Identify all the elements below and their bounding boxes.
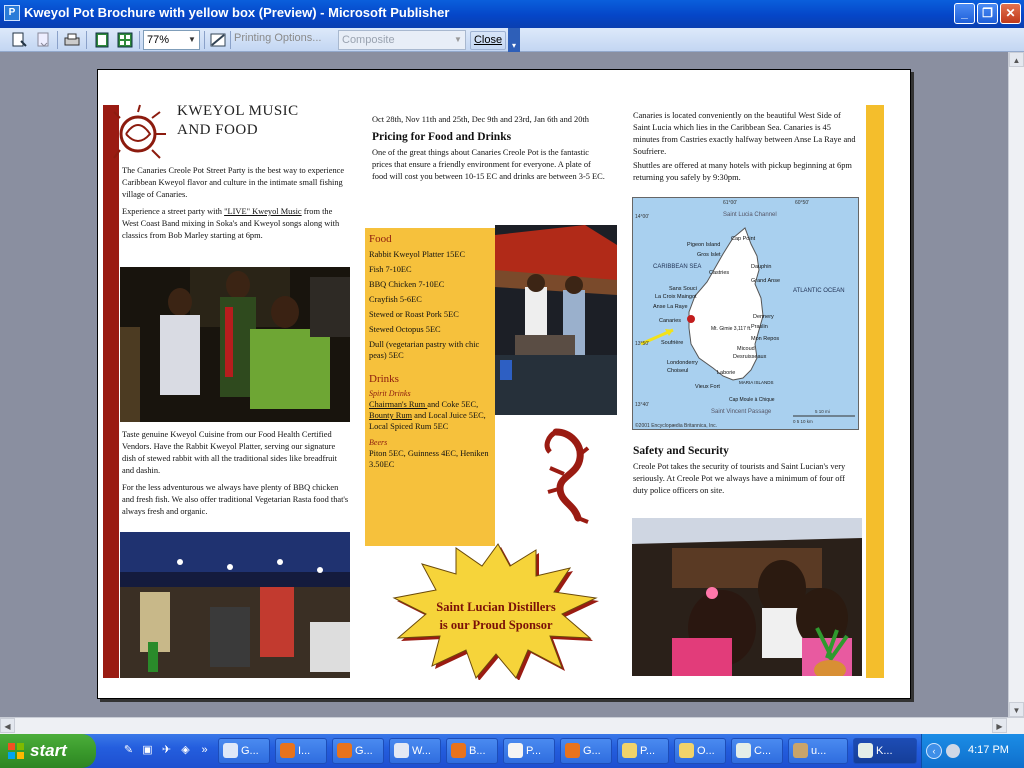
firefox-icon <box>337 743 352 758</box>
scroll-up-icon[interactable]: ▲ <box>1009 52 1024 67</box>
music-heading <box>177 102 299 140</box>
red-accent-bar <box>103 105 119 678</box>
food-item: Rabbit Kweyol Platter 15EC <box>369 250 466 259</box>
quick-launch-icon[interactable]: ▣ <box>142 744 153 756</box>
map-place: Laborie <box>717 370 736 376</box>
sponsor-line1: Saint Lucian Distillers <box>436 600 556 614</box>
cuisine-paragraph: Taste genuine Kweyol Cuisine from our Food Health Certified Vendors. Have the Rabbit Kweyol Platter, serving our signature dish of stewed rabbit with all the traditional sides like breadfruit and dashin. <box>122 430 337 475</box>
horizontal-scrollbar[interactable] <box>0 717 1024 734</box>
media-player-icon <box>394 743 409 758</box>
sun-swirl-logo-icon <box>104 104 168 162</box>
minimize-button[interactable]: _ <box>954 3 975 24</box>
pricing-heading: Pricing for Food and Drinks <box>372 131 512 143</box>
scroll-right-icon[interactable]: ▶ <box>992 718 1007 733</box>
map-lon-label: 61°00' <box>723 200 738 206</box>
map-place: Sans Souci <box>669 286 697 292</box>
taskbar-item[interactable]: G... <box>560 738 612 764</box>
food-item: Dull (vegetarian pastry with chic peas) 5EC <box>369 340 480 360</box>
one-page-icon[interactable] <box>93 31 111 49</box>
food-item: Stewed or Roast Pork 5EC <box>369 310 459 319</box>
yellow-accent-bar <box>866 105 884 678</box>
composite-select[interactable] <box>338 30 466 50</box>
live-music-link[interactable]: "LIVE" Kweyol Music <box>224 207 302 216</box>
map-place: Vieux Fort <box>695 384 720 390</box>
music-paragraph: Experience a street party with "LIVE" Kweyol Music from the West Coast Band mixing in Soka's and Kweyol songs along with classics from Bob Marley starting at 6pm. <box>122 207 340 240</box>
spirit-drinks-heading: Spirit Drinks <box>369 389 411 398</box>
map-place: Pigeon Island <box>687 242 721 248</box>
chairmans-rum-link[interactable]: Chairman's Rum <box>369 400 428 409</box>
shuttle-paragraph: Shuttles are offered at many hotels with pickup beginning at 6pm returning you safely by 9:30pm. <box>633 161 852 182</box>
music-heading-line2: AND FOOD <box>177 122 259 138</box>
map-place: Choiseul <box>667 368 689 374</box>
column-3-text <box>633 110 859 189</box>
safety-heading: Safety and Security <box>633 445 729 457</box>
map-place: Cap Moule à Chique <box>729 397 775 403</box>
taskbar-item[interactable]: P... <box>503 738 555 764</box>
gecko-icon <box>520 426 592 526</box>
map-place: Desruisseaux <box>733 354 767 360</box>
beers-list: Piton 5EC, Guinness 4EC, Heniken 3.50EC <box>369 449 489 469</box>
firefox-icon <box>451 743 466 758</box>
column-2-text <box>372 114 608 188</box>
chat-icon <box>223 743 238 758</box>
system-tray <box>921 734 1024 768</box>
scroll-down-icon[interactable]: ▼ <box>1009 702 1024 717</box>
window-title: Kweyol Pot Brochure with yellow box (Preview) - Microsoft Publisher <box>24 5 450 20</box>
bounty-rum-link[interactable]: Bounty Rum <box>369 411 413 420</box>
map-place: Dennery <box>753 314 774 320</box>
map-scale-km: 0 5 10 km <box>793 419 813 424</box>
quick-launch-icon[interactable]: ◈ <box>181 744 190 756</box>
column-1-text-lower <box>122 429 350 523</box>
taskbar-item-active[interactable]: K... <box>853 738 917 764</box>
taskbar-item[interactable]: B... <box>446 738 498 764</box>
start-button[interactable] <box>0 734 96 768</box>
close-preview-button[interactable]: Close <box>470 31 506 50</box>
firefox-icon <box>280 743 295 758</box>
beers-heading: Beers <box>369 438 388 447</box>
map-label-ocean: ATLANTIC OCEAN <box>793 288 845 294</box>
location-paragraph: Canaries is located conveniently on the beautiful West Side of Saint Lucia which lies in the Caribbean Sea. Canaries is 45 minutes from Castries exactly halfway between Anse La Raye and Soufriere. <box>633 111 856 156</box>
chevron-down-icon[interactable]: ▼ <box>454 35 462 44</box>
taskbar-item[interactable]: P... <box>617 738 669 764</box>
food-menu-box <box>365 228 495 546</box>
scroll-left-icon[interactable]: ◀ <box>0 718 15 733</box>
quick-launch-icon[interactable]: ✎ <box>123 744 134 756</box>
map-place: MARIA ISLANDS <box>739 380 774 385</box>
column-1-text <box>122 165 350 247</box>
app-icon <box>793 743 808 758</box>
map-lat-label: 14°00' <box>635 214 650 220</box>
network-icon[interactable] <box>946 744 960 758</box>
taskbar <box>0 734 1024 768</box>
sponsor-line2: is our Proud Sponsor <box>439 618 553 632</box>
pricing-paragraph: One of the great things about Canaries Creole Pot is the fantastic prices that ensure a friendly environment for everyone. A plate of food will cost you between 10-15 EC and drinks are between 3-5 EC. <box>372 148 605 181</box>
map-place: Dauphin <box>751 264 772 270</box>
safety-paragraph: Creole Pot takes the security of tourists and Saint Lucian's very seriously. At Creole Pot we always have a minimum of four off duty police officers on site. <box>633 462 846 495</box>
safety-section <box>633 440 859 502</box>
taskbar-item[interactable]: I... <box>275 738 327 764</box>
map-place: Mon Repos <box>751 336 780 342</box>
sponsor-starburst <box>390 540 602 680</box>
restore-button[interactable]: ❐ <box>977 3 998 24</box>
chevron-down-icon[interactable]: ▼ <box>188 35 196 44</box>
music-heading-line1: KWEYOL MUSIC <box>177 103 299 119</box>
map-place: Gros Islet <box>697 252 721 258</box>
vertical-scrollbar[interactable] <box>1008 52 1024 717</box>
start-label: start <box>30 741 67 760</box>
taskbar-item[interactable]: G... <box>332 738 384 764</box>
food-item: Stewed Octopus 5EC <box>369 325 441 334</box>
publisher-app-icon[interactable]: P <box>4 5 20 21</box>
zoom-value: 77% <box>147 34 170 46</box>
map-place: Londonderry <box>667 360 698 366</box>
print-icon[interactable] <box>63 31 81 49</box>
next-page-icon[interactable] <box>34 31 52 49</box>
toolbar-options-chevron-icon[interactable]: ▾ <box>508 28 520 52</box>
map-lat-label: 13°50' <box>635 341 650 347</box>
event-dates: Oct 28th, Nov 11th and 25th, Dec 9th and 23rd, Jan 6th and 20th <box>372 115 589 124</box>
map-place: Canaries <box>659 318 682 324</box>
map-place: Soufrière <box>661 340 684 346</box>
composite-value: Composite <box>342 34 395 46</box>
publisher-doc-icon <box>736 743 751 758</box>
folder-icon <box>622 743 637 758</box>
map-copyright: ©2001 Encyclopædia Britannica, Inc. <box>635 423 718 429</box>
close-window-button[interactable]: ✕ <box>1000 3 1021 24</box>
taskbar-item[interactable]: C... <box>731 738 783 764</box>
grayscale-icon[interactable] <box>209 31 227 49</box>
multiple-pages-icon[interactable] <box>116 31 134 49</box>
street-party-photo <box>120 532 350 678</box>
map-place: Praslin <box>751 324 768 330</box>
taskbar-item[interactable]: u... <box>788 738 848 764</box>
map-place: Anse La Raye <box>653 304 688 310</box>
paint-icon <box>508 743 523 758</box>
map-place: Grand Anse <box>751 278 781 284</box>
windows-logo-icon <box>7 742 25 760</box>
map-label-passage: Saint Vincent Passage <box>711 409 772 415</box>
map-place: La Croix Maingot <box>655 294 697 300</box>
spirit-drinks-list: Chairman's Rum and Coke 5EC, Bounty Rum and Local Juice 5EC, Local Spiced Rum 5EC <box>369 400 486 431</box>
publisher-doc-icon <box>858 743 873 758</box>
page-setup-icon[interactable] <box>10 31 28 49</box>
taskbar-item[interactable]: O... <box>674 738 726 764</box>
food-item: Crayfish 5-6EC <box>369 295 422 304</box>
map-label-channel: Saint Lucia Channel <box>723 212 777 218</box>
quick-launch-icon[interactable]: » <box>201 744 208 756</box>
map-place: Mt. Gimie 3,117 ft. <box>711 326 752 332</box>
taskbar-item[interactable]: G... <box>218 738 270 764</box>
grill-photo <box>495 225 617 415</box>
food-item: Fish 7-10EC <box>369 265 412 274</box>
firefox-icon <box>565 743 580 758</box>
tray-expand-icon[interactable]: ‹ <box>926 743 942 759</box>
food-heading: Food <box>369 233 392 245</box>
band-photo <box>120 267 350 422</box>
map-place: Castries <box>709 270 730 276</box>
bbq-paragraph: For the less adventurous we always have plenty of BBQ chicken and fresh fish. We also offer traditional Vegetarian Rasta food that's always fresh and organic. <box>122 483 349 516</box>
clock[interactable]: 4:17 PM <box>968 744 1009 756</box>
sponsor-text <box>390 598 602 634</box>
saint-lucia-map <box>632 197 859 430</box>
intro-paragraph: The Canaries Creole Pot Street Party is the best way to experience Caribbean Kweyol flavor and culture in the intimate small fishing village of Canaries. <box>122 166 345 199</box>
folder-icon <box>679 743 694 758</box>
quick-launch-icon[interactable]: ✈ <box>161 744 172 756</box>
taskbar-item[interactable]: W... <box>389 738 441 764</box>
map-label-sea: CARIBBEAN SEA <box>653 264 702 270</box>
map-place: Cap Point <box>731 236 756 242</box>
map-scale-mi: 5 10 mi <box>815 409 830 414</box>
title-bar <box>0 0 1024 28</box>
map-place: Micoud <box>737 346 755 352</box>
printing-options-button[interactable]: Printing Options... <box>234 32 322 44</box>
children-photo <box>632 518 862 676</box>
food-item: BBQ Chicken 7-10EC <box>369 280 445 289</box>
drinks-heading: Drinks <box>369 373 399 385</box>
map-lon-label: 60°50' <box>795 200 810 206</box>
zoom-select[interactable] <box>143 30 200 50</box>
map-lat-label: 13°40' <box>635 402 650 408</box>
